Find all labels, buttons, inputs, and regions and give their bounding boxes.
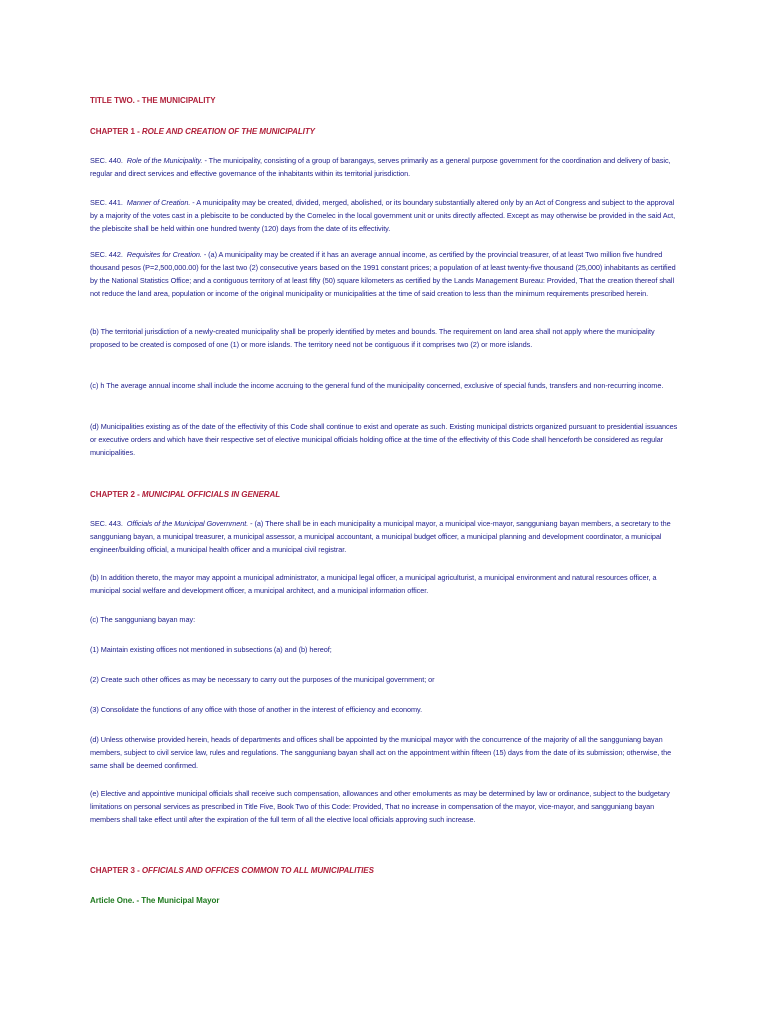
chapter-3-heading [90,864,680,877]
sec-443-number: SEC. 443. [90,519,123,528]
article-one-heading: Article One. - The Municipal Mayor [90,896,220,905]
sec-442-d-paragraph: (d) Municipalities existing as of the date of the effectivity of this Code shall continue to exist and operate as such. Existing municipal districts organized pursuant to presidential issuances or executive orders and which have their respective set of elective municipal officials holding office at the time of the effectivity of this Code shall henceforth be considered as regular municipalities. [90,422,678,457]
sec-441-number: SEC. 441. [90,198,123,207]
sec-443-d-paragraph: (d) Unless otherwise provided herein, heads of departments and offices shall be appointed by the municipal mayor with the concurrence of the majority of all the sangguniang bayan members, subject to civil service law, rules and regulations. The sangguniang bayan shall act on the appointment within fifteen (15) days from the date of its submission; otherwise, the same shall be deemed confirmed. [90,735,672,770]
sec-443-heading: Officials of the Municipal Government. [126,519,249,528]
sec-443-c1-paragraph: (1) Maintain existing offices not mentioned in subsections (a) and (b) hereof; [90,645,332,654]
sec-443-c3-paragraph: (3) Consolidate the functions of any office with those of another in the interest of efficiency and economy. [90,705,423,714]
sec-440-text: - The municipality, consisting of a group of barangays, serves primarily as a general purpose government for the coordination and delivery of basic, regular and direct services and effective governance of the inhabitants within its territorial jurisdiction. [90,156,671,178]
sec-440-paragraph [90,154,680,180]
sec-441-heading: Manner of Creation. [126,198,191,207]
sec-442-paragraph [90,248,680,300]
sec-440-heading: Role of the Municipality. [126,156,203,165]
sec-440-number: SEC. 440. [90,156,123,165]
chapter-1-name: ROLE AND CREATION OF THE MUNICIPALITY [141,127,315,136]
chapter-1-heading [90,125,680,138]
sec-443-b-paragraph: (b) In addition thereto, the mayor may appoint a municipal administrator, a municipal legal officer, a municipal agriculturist, a municipal environment and natural resources officer, a municipal social welfare and development officer, a municipal architect, and a municipal information officer. [90,573,657,595]
sec-443-paragraph [90,517,680,556]
sec-443-e-paragraph: (e) Elective and appointive municipal officials shall receive such compensation, allowances and other emoluments as may be determined by law or ordinance, subject to the budgetary limitations on personal services as prescribed in Title Five, Book Two of this Code: Provided, That no increase in compensation of the mayor, vice-mayor, and sangguniang bayan members shall take effect until after the expiration of the full term of all the elective local officials approving such increase. [90,789,670,824]
sec-443-text: - (a) There shall be in each municipality a municipal mayor, a municipal vice-mayor, sangguniang bayan members, a secretary to the sangguniang bayan, a municipal treasurer, a municipal assessor, a municipal accountant, a municipal budget officer, a municipal planning and development coordinator, a municipal engineer/building official, a municipal health officer and a municipal civil registrar. [90,519,671,554]
chapter-2-heading [90,488,680,501]
chapter-2-prefix: CHAPTER 2 - [90,490,142,499]
sec-441-paragraph [90,196,680,235]
sec-442-number: SEC. 442. [90,250,123,259]
sec-442-text: - (a) A municipality may be created if it has an average annual income, as certified by the provincial treasurer, of at least Two million five hundred thousand pesos (P=2,500,000.00) for the last two (2) consecutive years based on the 1991 constant prices; a population of at least twenty-five thousand (25,000) inhabitants as certified by the National Statistics Office; and a contiguous territory of at least fifty (50) square kilometers as certified by the Lands Management Bureau: Provided, That the creation thereof shall not reduce the land area, population or income of the original municipality or municipalities at the time of said creation to less than the minimum requirements prescribed herein. [90,250,676,298]
chapter-3-prefix: CHAPTER 3 - [90,866,142,875]
sec-443-c-paragraph: (c) The sangguniang bayan may: [90,615,196,624]
chapter-1-prefix: CHAPTER 1 - [90,127,142,136]
title-heading: TITLE TWO. - THE MUNICIPALITY [90,96,216,105]
sec-441-text: - A municipality may be created, divided, merged, abolished, or its boundary substantially altered only by an Act of Congress and subject to the approval by a majority of the votes cast in a plebiscite to be conducted by the Comelec in the local government unit or units directly affected. Except as may otherwise be provided in the said Act, the plebiscite shall be held within one hundred twenty (120) days from the date of its effectivity. [90,198,676,233]
sec-443-c2-paragraph: (2) Create such other offices as may be necessary to carry out the purposes of the municipal government; or [90,675,435,684]
chapter-3-name: OFFICIALS AND OFFICES COMMON TO ALL MUNICIPALITIES [141,866,374,875]
sec-442-b-paragraph: (b) The territorial jurisdiction of a newly-created municipality shall be properly identified by metes and bounds. The requirement on land area shall not apply where the municipality proposed to be created is composed of one (1) or more islands. The territory need not be contiguous if it comprises two (2) or more islands. [90,327,655,349]
document-page [90,0,680,1024]
sec-442-c-paragraph: (c) h The average annual income shall include the income accruing to the general fund of the municipality concerned, exclusive of special funds, transfers and non-recurring income. [90,381,664,390]
sec-442-heading: Requisites for Creation. [126,250,202,259]
chapter-2-name: MUNICIPAL OFFICIALS IN GENERAL [141,490,281,499]
